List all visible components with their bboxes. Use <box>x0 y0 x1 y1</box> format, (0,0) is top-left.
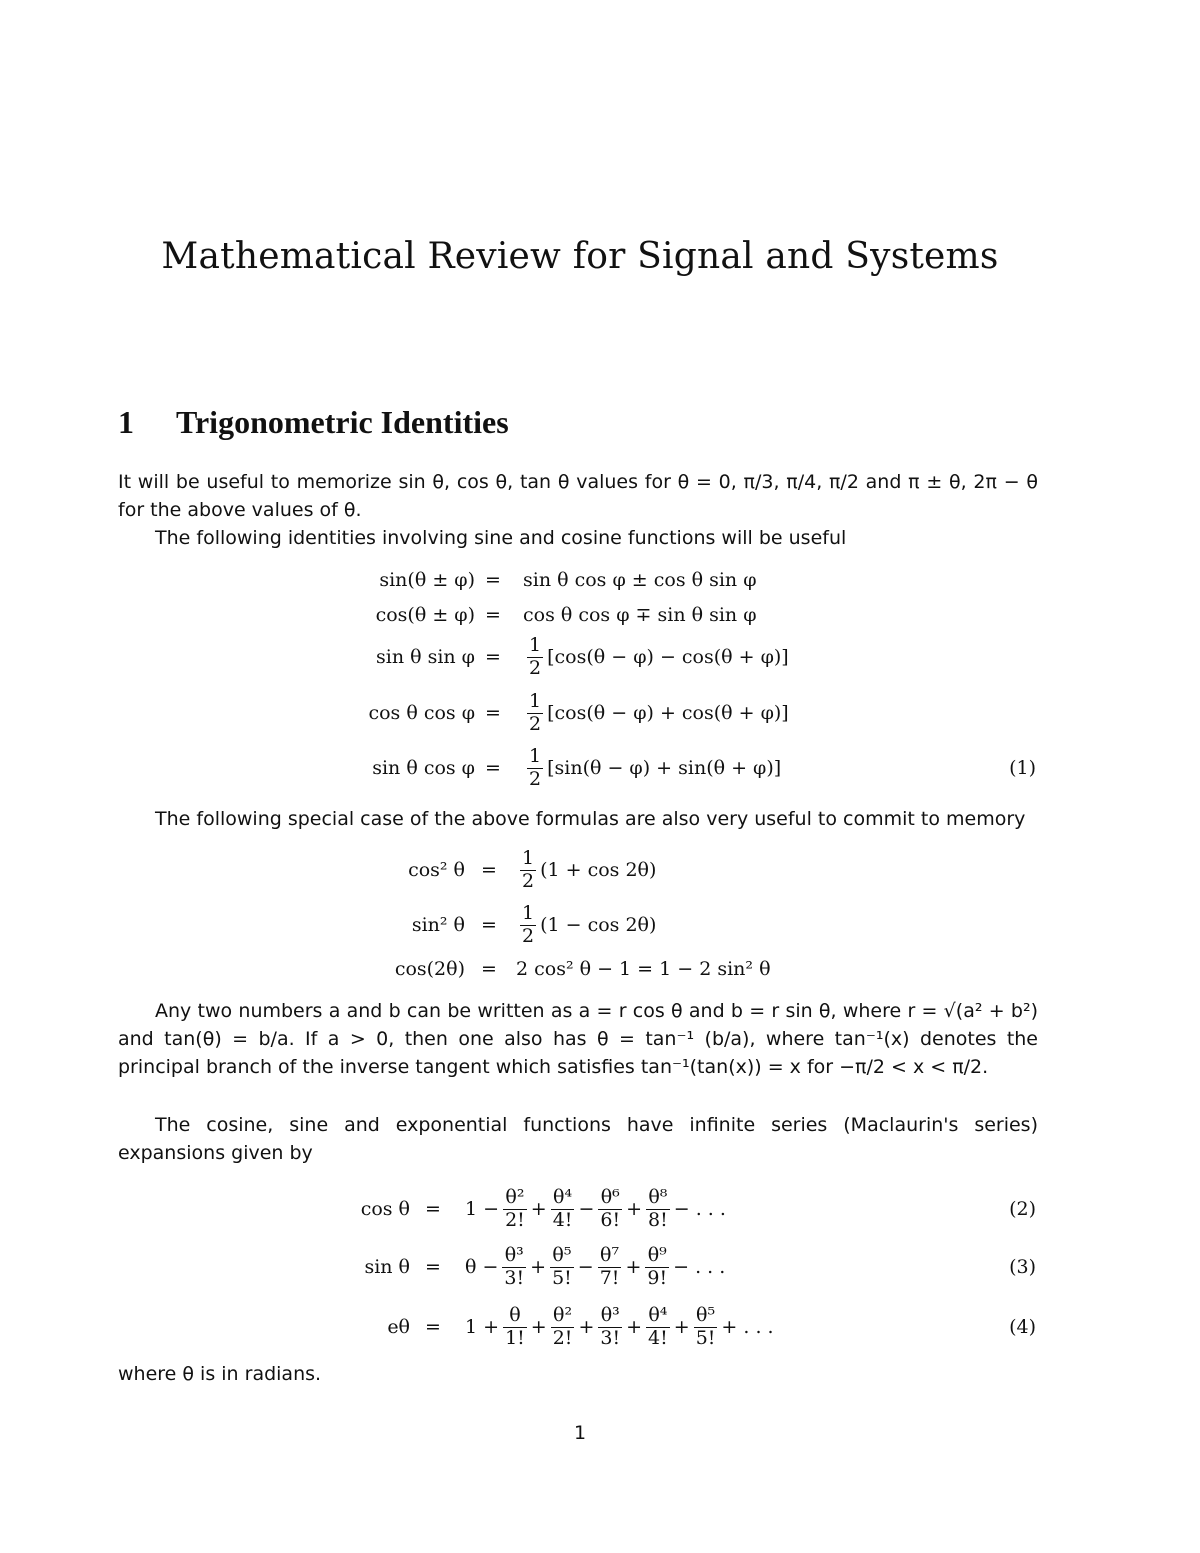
series-operator: − <box>577 1256 594 1278</box>
series-operator: − . . . <box>673 1198 726 1220</box>
equation-rhs-text: [sin(θ − φ) + sin(θ + φ)] <box>547 757 782 779</box>
series-operator: − . . . <box>673 1256 726 1278</box>
fraction-denominator: 2 <box>529 712 542 735</box>
series-operator: + <box>578 1316 595 1338</box>
page-title: Mathematical Review for Signal and Systems <box>161 236 999 277</box>
equation-rhs-text: sin θ cos φ ± cos θ sin φ <box>523 569 757 591</box>
equation-lhs: cos² θ <box>408 859 465 881</box>
equation-rhs <box>516 944 771 994</box>
fraction-numerator: θ⁴ <box>648 1303 668 1326</box>
fraction-numerator: θ⁴ <box>553 1185 573 1208</box>
equation-row <box>0 1242 1200 1292</box>
equation-row <box>0 845 1200 895</box>
equation-rhs <box>465 1302 774 1352</box>
fraction-numerator: θ⁹ <box>647 1243 667 1266</box>
fraction-numerator: θ² <box>553 1303 573 1326</box>
equation-lhs: sin θ <box>364 1256 410 1278</box>
series-operator: + <box>530 1316 547 1338</box>
fraction-denominator: 2 <box>529 767 542 790</box>
equation-number: (3) <box>1009 1256 1036 1278</box>
fraction-denominator: 2 <box>522 924 535 947</box>
equation-row <box>0 900 1200 950</box>
paragraph-polar-form: Any two numbers a and b can be written as a = r cos θ and b = r sin θ, where r = √(a² + b²) and tan(θ) = b/a. If a > 0, then one also has θ = tan⁻¹ (b/a), where tan⁻¹(x) denotes the principal branch of the inverse tangent which satisfies tan⁻¹(tan(x)) = x for −π/2 < x < π/2. <box>118 1000 1038 1078</box>
equals-sign: = <box>481 914 497 936</box>
equals-sign: = <box>485 702 501 724</box>
fraction <box>527 691 543 736</box>
equation-lhs: eθ <box>387 1316 410 1338</box>
fraction-denominator: 5! <box>695 1326 716 1349</box>
fraction-numerator: 1 <box>522 846 535 869</box>
paragraph-memorize: It will be useful to memorize sin θ, cos θ, tan θ values for θ = 0, π/3, π/4, π/2 and π ± θ, 2π − θ for the above values of θ. <box>118 471 1038 521</box>
series-operator: + <box>530 1256 547 1278</box>
equation-number: (2) <box>1009 1198 1036 1220</box>
fraction <box>503 1187 527 1232</box>
equation-rhs <box>523 743 781 793</box>
fraction <box>598 1245 622 1290</box>
fraction <box>527 635 543 680</box>
equals-sign: = <box>425 1256 441 1278</box>
fraction-numerator: 1 <box>529 633 542 656</box>
fraction <box>551 1305 575 1350</box>
fraction-numerator: θ² <box>505 1185 525 1208</box>
equation-rhs-text: (1 − cos 2θ) <box>540 914 657 936</box>
paragraph-identities-intro: The following identities involving sine and cosine functions will be useful <box>155 527 847 549</box>
equation-rhs <box>516 900 656 950</box>
fraction-numerator: 1 <box>529 689 542 712</box>
equation-rhs-text: [cos(θ − φ) + cos(θ + φ)] <box>547 702 789 724</box>
series-lead: 1 + <box>465 1316 500 1338</box>
fraction <box>550 1245 574 1290</box>
fraction <box>520 848 536 893</box>
section-title: Trigonometric Identities <box>176 404 509 440</box>
equation-rhs <box>523 632 789 682</box>
fraction-numerator: 1 <box>522 901 535 924</box>
equation-rhs <box>516 845 656 895</box>
equals-sign: = <box>485 757 501 779</box>
equation-number: (4) <box>1009 1316 1036 1338</box>
fraction-denominator: 9! <box>647 1266 668 1289</box>
equation-row <box>0 944 1200 994</box>
section-heading <box>118 404 509 441</box>
series-operator: − <box>578 1198 595 1220</box>
fraction <box>527 746 543 791</box>
equals-sign: = <box>481 859 497 881</box>
equation-row <box>0 632 1200 682</box>
series-operator: + <box>673 1316 690 1338</box>
fraction-numerator: θ⁸ <box>648 1185 668 1208</box>
equation-row <box>0 743 1200 793</box>
fraction <box>502 1245 526 1290</box>
fraction <box>646 1305 670 1350</box>
equation-row <box>0 1302 1200 1352</box>
series-operator: + . . . <box>721 1316 774 1338</box>
series-lead: 1 − <box>465 1198 500 1220</box>
equation-lhs: sin(θ ± φ) <box>379 569 475 591</box>
fraction-numerator: θ⁵ <box>696 1303 716 1326</box>
fraction <box>520 903 536 948</box>
series-operator: + <box>530 1198 547 1220</box>
fraction <box>645 1245 669 1290</box>
paragraph-radians: where θ is in radians. <box>118 1363 322 1385</box>
fraction <box>551 1187 575 1232</box>
equals-sign: = <box>485 646 501 668</box>
equation-rhs-text: [cos(θ − φ) − cos(θ + φ)] <box>547 646 789 668</box>
equation-rhs-text: cos θ cos φ ∓ sin θ sin φ <box>523 604 757 626</box>
fraction-denominator: 7! <box>599 1266 620 1289</box>
equation-rhs <box>465 1242 725 1292</box>
section-number: 1 <box>118 404 134 440</box>
paragraph-series-intro: The cosine, sine and exponential functions have infinite series (Maclaurin's series) expansions given by <box>118 1114 1038 1164</box>
fraction <box>598 1305 622 1350</box>
fraction-denominator: 6! <box>600 1208 621 1231</box>
series-operator: + <box>626 1316 643 1338</box>
fraction-denominator: 5! <box>552 1266 572 1289</box>
fraction-denominator: 3! <box>504 1266 525 1289</box>
fraction-denominator: 2! <box>505 1208 525 1231</box>
fraction-denominator: 4! <box>648 1326 668 1349</box>
equation-lhs: sin θ cos φ <box>372 757 475 779</box>
fraction-denominator: 1! <box>505 1326 525 1349</box>
series-operator: + <box>625 1256 642 1278</box>
fraction-denominator: 2 <box>522 869 535 892</box>
fraction-numerator: θ³ <box>504 1243 524 1266</box>
equals-sign: = <box>481 958 497 980</box>
equation-rhs-text: (1 + cos 2θ) <box>540 859 657 881</box>
fraction-numerator: θ⁷ <box>600 1243 620 1266</box>
equation-lhs: cos θ cos φ <box>368 702 475 724</box>
equation-row <box>0 688 1200 738</box>
equation-lhs: cos θ <box>360 1198 410 1220</box>
fraction-denominator: 3! <box>600 1326 621 1349</box>
fraction-denominator: 8! <box>648 1208 668 1231</box>
equals-sign: = <box>485 569 501 591</box>
equation-lhs: sin θ sin φ <box>376 646 475 668</box>
fraction <box>503 1305 527 1350</box>
equation-lhs: cos(θ ± φ) <box>375 604 475 626</box>
equation-rhs <box>465 1184 726 1234</box>
series-operator: + <box>626 1198 643 1220</box>
fraction <box>598 1187 622 1232</box>
fraction <box>646 1187 670 1232</box>
page-number: 1 <box>573 1422 587 1444</box>
equals-sign: = <box>425 1316 441 1338</box>
fraction-numerator: θ <box>509 1303 521 1326</box>
fraction-numerator: 1 <box>529 744 542 767</box>
equation-number: (1) <box>1009 757 1036 779</box>
fraction-denominator: 2 <box>529 656 542 679</box>
equation-rhs <box>523 688 789 738</box>
paragraph-special-intro: The following special case of the above formulas are also very useful to commit to memory <box>155 808 1026 830</box>
fraction-numerator: θ³ <box>600 1303 620 1326</box>
series-lead: θ − <box>465 1256 499 1278</box>
fraction-numerator: θ⁶ <box>600 1185 620 1208</box>
equation-rhs-text: 2 cos² θ − 1 = 1 − 2 sin² θ <box>516 958 771 980</box>
equation-row <box>0 1184 1200 1234</box>
equation-lhs: cos(2θ) <box>394 958 465 980</box>
equals-sign: = <box>425 1198 441 1220</box>
equation-lhs: sin² θ <box>411 914 465 936</box>
equals-sign: = <box>485 604 501 626</box>
fraction-denominator: 2! <box>552 1326 573 1349</box>
fraction-numerator: θ⁵ <box>552 1243 572 1266</box>
fraction-denominator: 4! <box>552 1208 573 1231</box>
fraction <box>694 1305 718 1350</box>
